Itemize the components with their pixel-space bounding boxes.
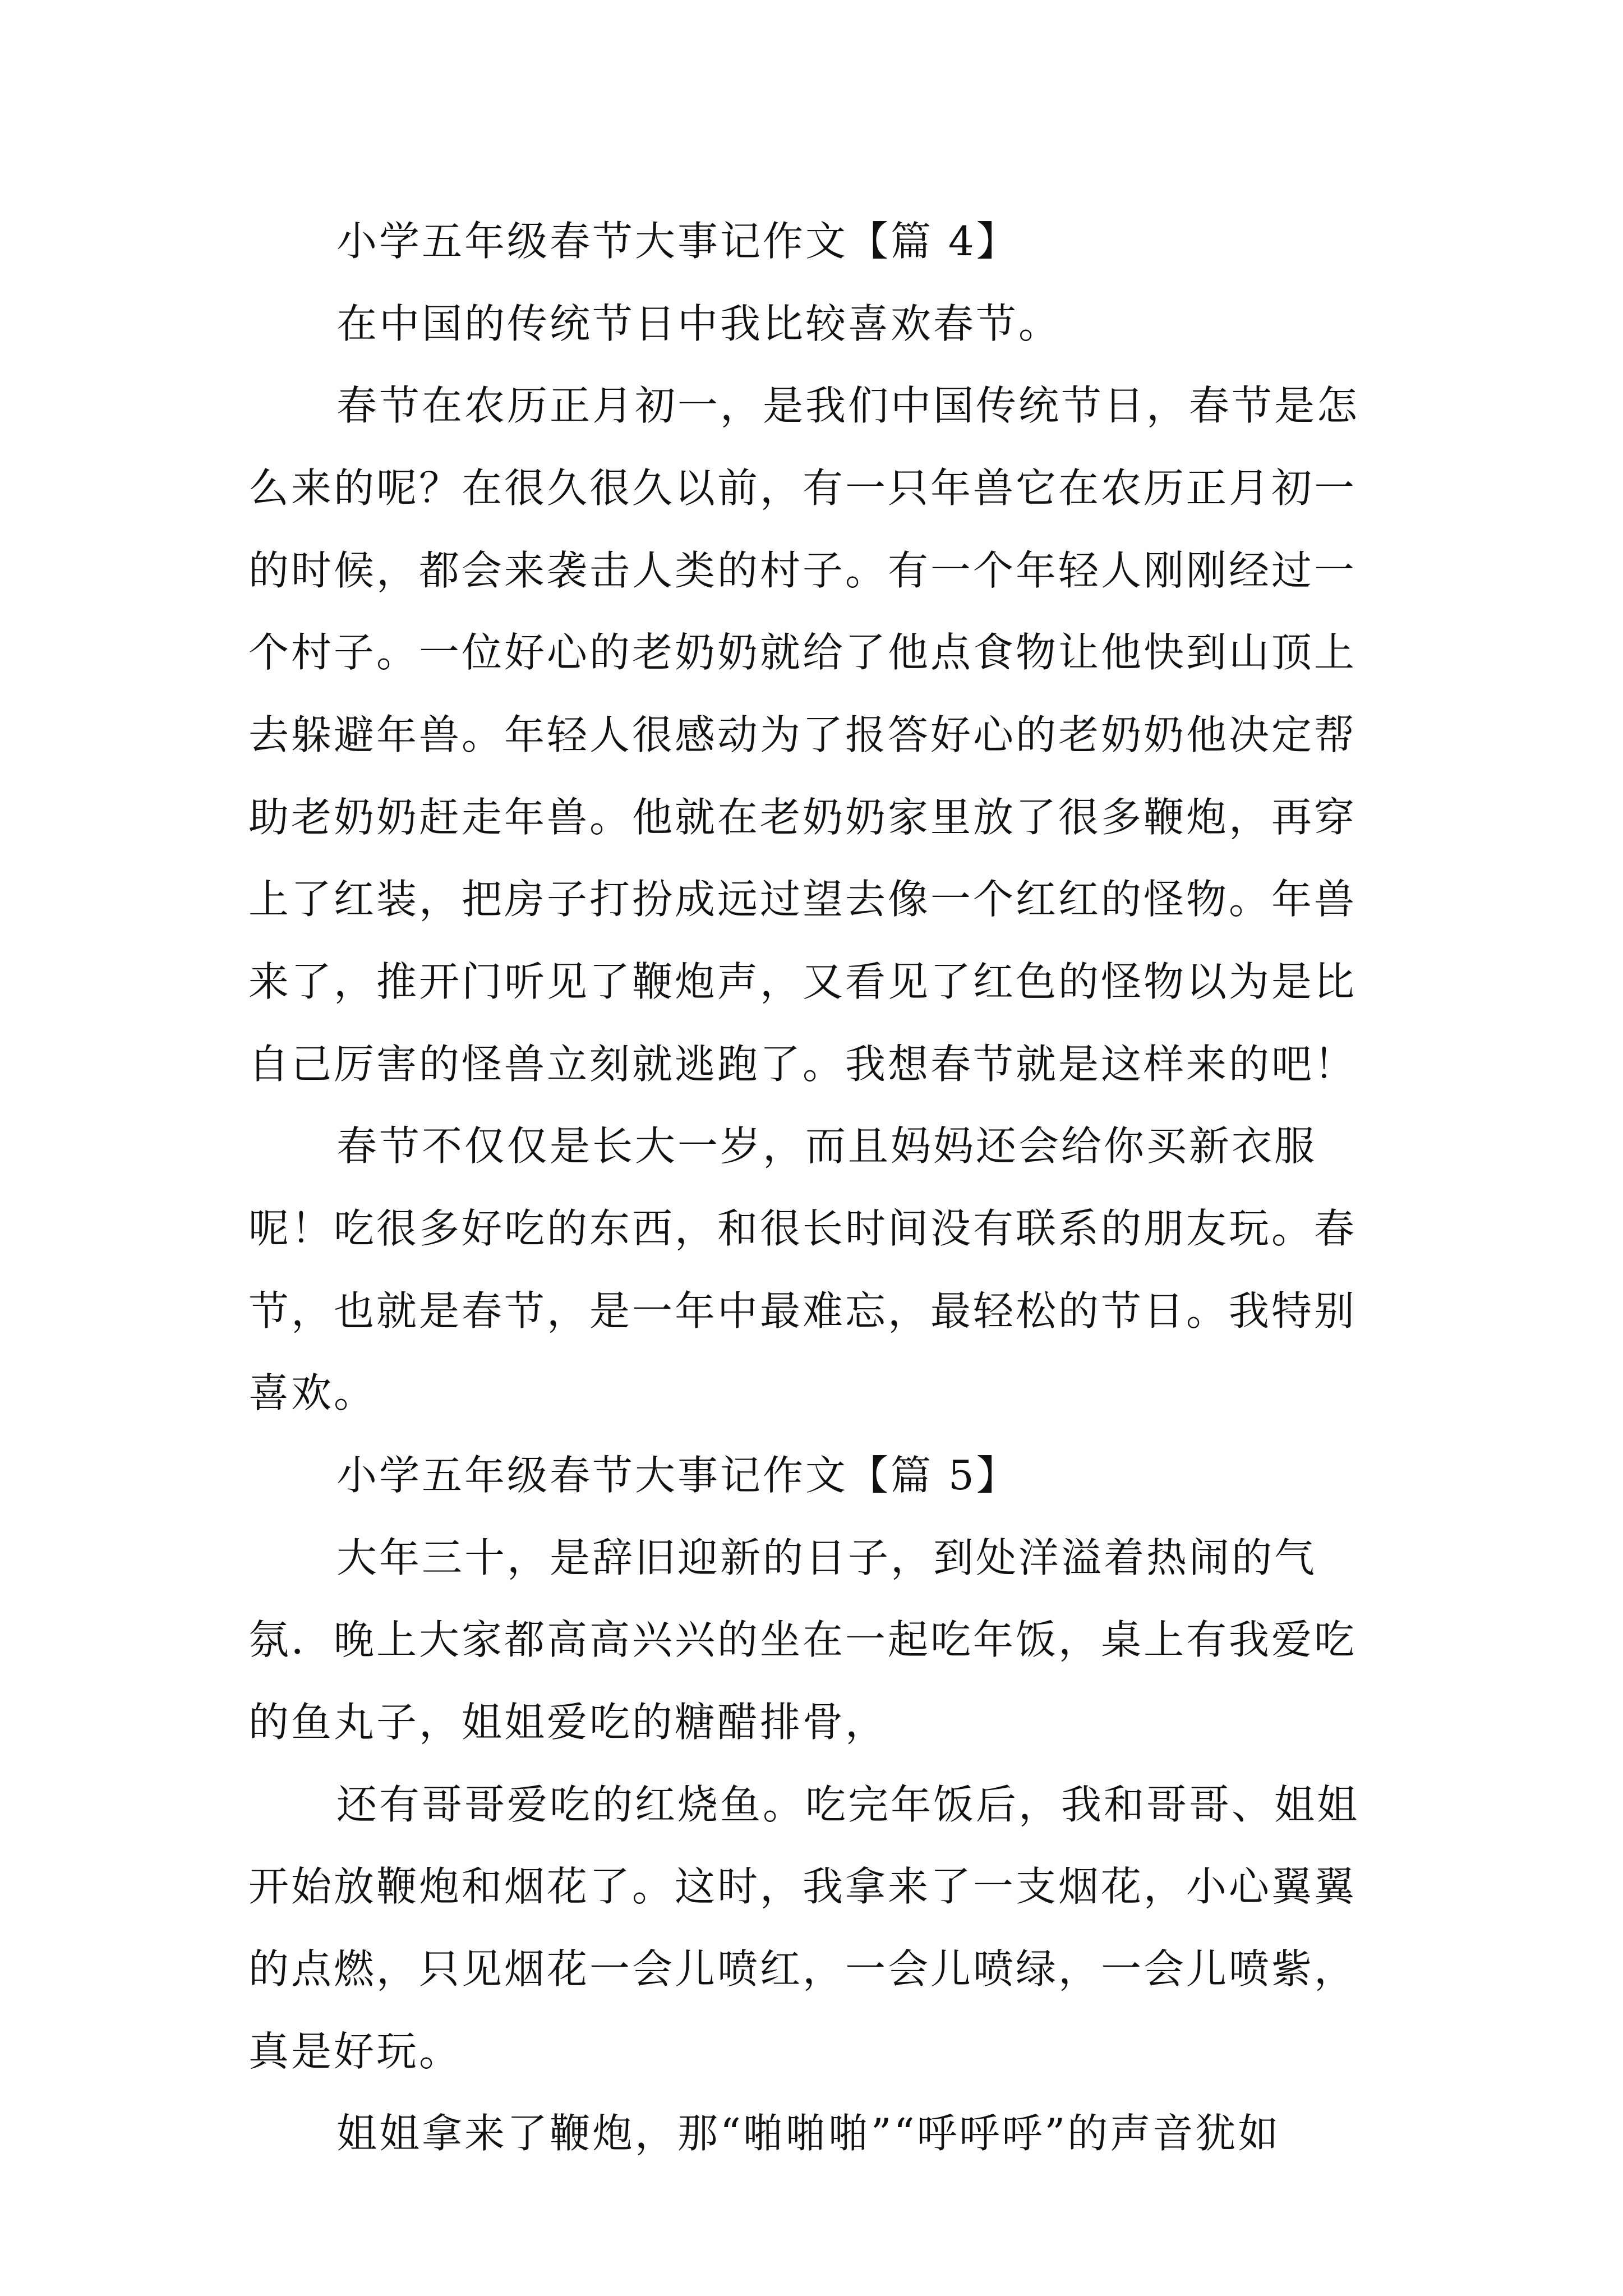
paragraph-line: 还有哥哥爱吃的红烧鱼。吃完年饭后，我和哥哥、姐姐	[336, 1781, 1360, 1828]
paragraph-line: 的点燃，只见烟花一会儿喷红，一会儿喷绿，一会儿喷紫，	[248, 1945, 1357, 1993]
paragraph-line: 去躲避年兽。年轻人很感动为了报答好心的老奶奶他决定帮	[248, 711, 1357, 758]
paragraph-line: 大年三十，是辞旧迎新的日子，到处洋溢着热闹的气	[336, 1534, 1317, 1581]
paragraph-line: 来了，推开门听见了鞭炮声，又看见了红色的怪物以为是比	[248, 958, 1357, 1005]
paragraph-line: 个村子。一位好心的老奶奶就给了他点食物让他快到山顶上	[248, 629, 1357, 676]
paragraph-line: 呢！吃很多好吃的东西，和很长时间没有联系的朋友玩。春	[248, 1205, 1357, 1252]
paragraph-line: 节，也就是春节，是一年中最难忘，最轻松的节日。我特别	[248, 1287, 1357, 1335]
paragraph-line: 春节不仅仅是长大一岁，而且妈妈还会给你买新衣服	[336, 1122, 1317, 1170]
paragraph-line: 的鱼丸子，姐姐爱吃的糖醋排骨，	[248, 1699, 888, 1746]
heading-part-5: 小学五年级春节大事记作文【篇 5】	[336, 1452, 1019, 1499]
paragraph-line: 上了红装，把房子打扮成远过望去像一个红红的怪物。年兽	[248, 876, 1357, 923]
paragraph-line: 喜欢。	[248, 1369, 377, 1416]
paragraph-line: 自己厉害的怪兽立刻就逃跑了。我想春节就是这样来的吧！	[248, 1041, 1357, 1088]
paragraph-line: 真是好玩。	[248, 2028, 462, 2075]
paragraph-line: 么来的呢？在很久很久以前，有一只年兽它在农历正月初一	[248, 464, 1357, 512]
paragraph-line: 在中国的传统节日中我比较喜欢春节。	[336, 300, 1062, 347]
paragraph-line: 春节在农历正月初一，是我们中国传统节日，春节是怎	[336, 382, 1360, 429]
paragraph-line: 的时候，都会来袭击人类的村子。有一个年轻人刚刚经过一	[248, 547, 1357, 594]
heading-part-4: 小学五年级春节大事记作文【篇 4】	[336, 218, 1019, 265]
paragraph-line: 开始放鞭炮和烟花了。这时，我拿来了一支烟花，小心翼翼	[248, 1863, 1357, 1910]
paragraph-line: 氛．晚上大家都高高兴兴的坐在一起吃年饭，桌上有我爱吃	[248, 1616, 1357, 1663]
paragraph-line: 姐姐拿来了鞭炮，那“啪啪啪”“呼呼呼”的声音犹如	[336, 2110, 1281, 2157]
paragraph-line: 助老奶奶赶走年兽。他就在老奶奶家里放了很多鞭炮，再穿	[248, 794, 1357, 841]
